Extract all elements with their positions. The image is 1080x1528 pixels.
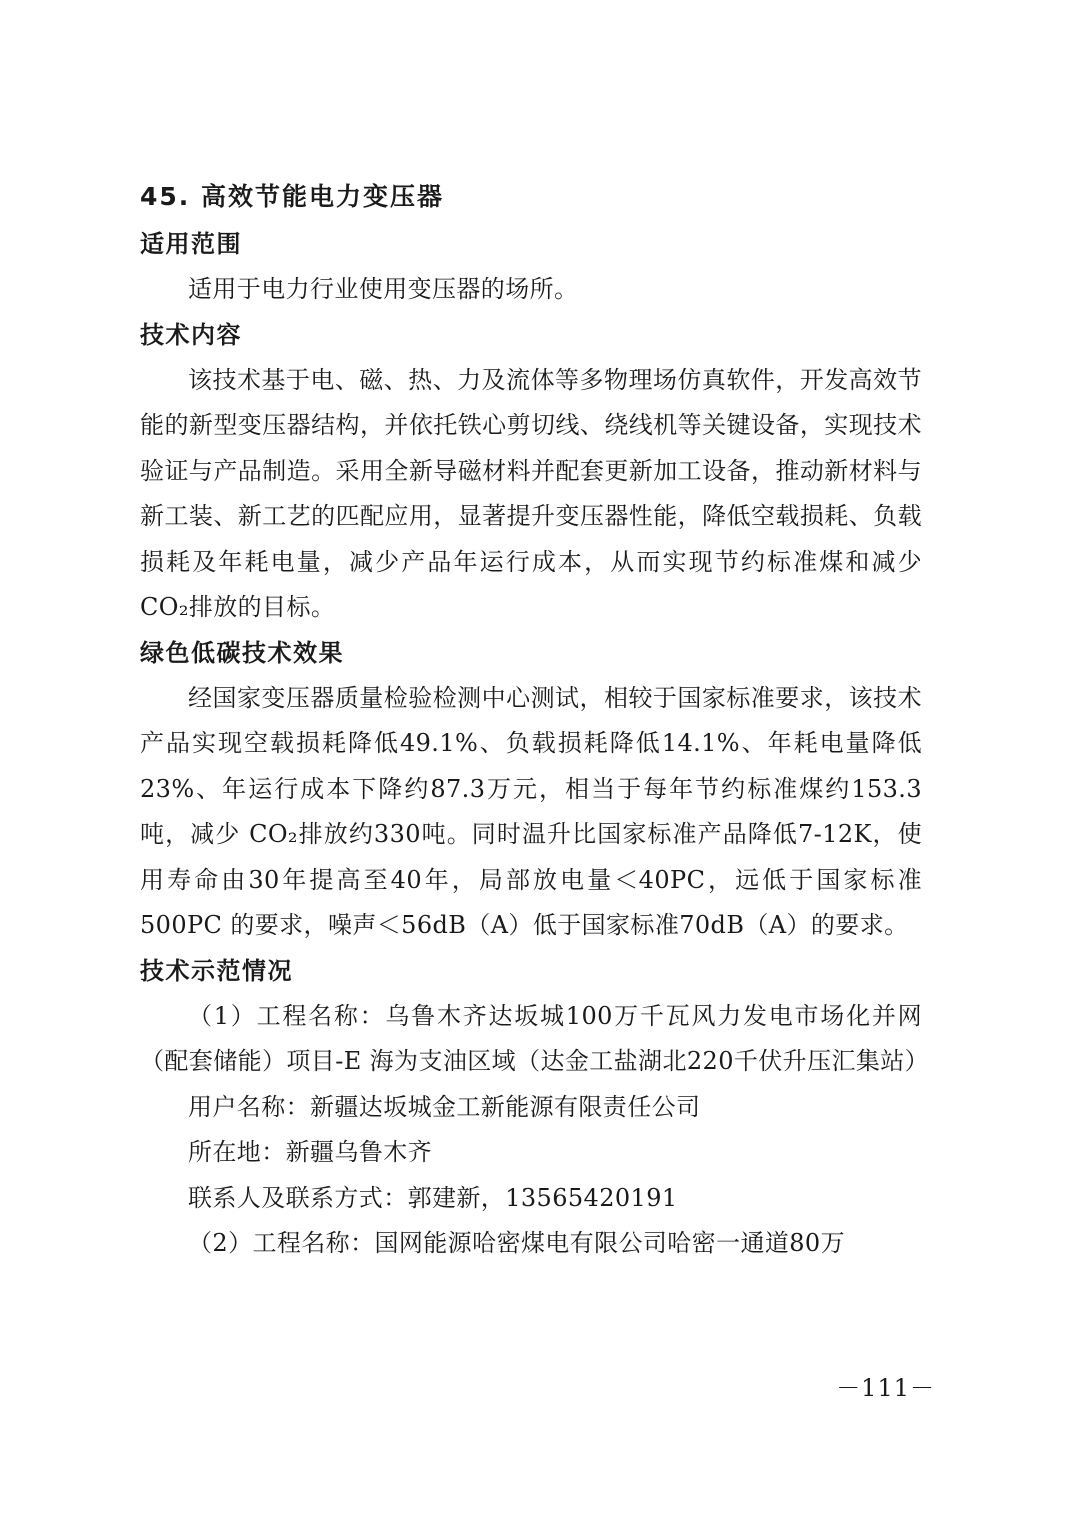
demo-contact: 联系人及联系方式：郭建新，13565420191 <box>188 1183 678 1212</box>
scope-heading: 适用范围 <box>140 230 242 258</box>
demo-heading: 技术示范情况 <box>140 956 293 985</box>
demo-user-name: 用户名称：新疆达坂城金工新能源有限责任公司 <box>188 1092 701 1121</box>
demo-project-1: （1）工程名称：乌鲁木齐达坂城100万千瓦风力发电市场化并网（配套储能）项目-E 海为支油区域（达金工盐湖北220千伏升压汇集站） <box>140 1001 930 1075</box>
page-content <box>140 172 930 1267</box>
demo-project-2: （2）工程名称：国网能源哈密煤电有限公司哈密一通道80万 <box>188 1229 846 1257</box>
page-number: －111－ <box>836 1374 935 1402</box>
tech-content-heading: 技术内容 <box>140 320 242 349</box>
effect-paragraph: 经国家变压器质量检验检测中心测试，相较于国家标准要求，该技术产品实现空载损耗降低49.1%、负载损耗降低14.1%、年耗电量降低23%、年运行成本下降约87.3万元，相当于每年节约标准煤约153.3吨，减少 CO₂排放约330吨。同时温升比国家标准产品降低7-12K，使用寿命由30年提高至40年，局部放电量＜40PC，远低于国家标准500PC 的要求，噪声＜56dB（A）低于国家标准70dB（A）的要求。 <box>140 683 922 939</box>
effect-heading: 绿色低碳技术效果 <box>140 638 344 667</box>
section-title: 45. 高效节能电力变压器 <box>140 182 444 211</box>
demo-location: 所在地：新疆乌鲁木齐 <box>188 1138 432 1166</box>
scope-paragraph: 适用于电力行业使用变压器的场所。 <box>188 275 579 303</box>
tech-content-paragraph: 该技术基于电、磁、热、力及流体等多物理场仿真软件，开发高效节能的新型变压器结构，并依托铁心剪切线、绕线机等关键设备，实现技术验证与产品制造。采用全新导磁材料并配套更新加工设备，推动新材料与新工装、新工艺的匹配应用，显著提升变压器性能，降低空载损耗、负载损耗及年耗电量，减少产品年运行成本，从而实现节约标准煤和减少 CO₂排放的目标。 <box>140 365 922 621</box>
